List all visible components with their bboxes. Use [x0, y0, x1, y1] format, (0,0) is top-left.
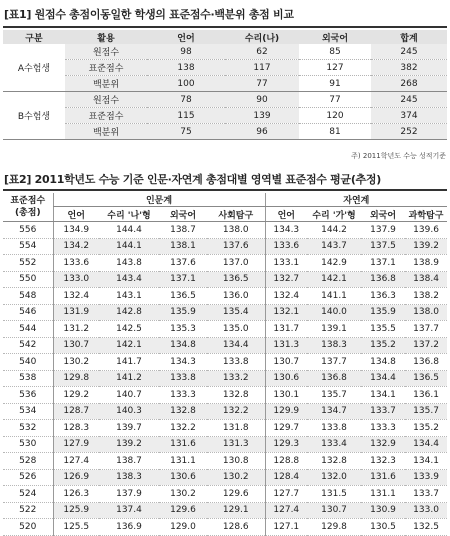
table-cell: 138.7 — [99, 453, 159, 470]
table-cell: 131.9 — [53, 304, 99, 321]
table-cell: 138 — [147, 60, 225, 76]
row-score: 554 — [3, 238, 53, 255]
table-cell: 132.4 — [265, 288, 307, 305]
table-cell: 62 — [225, 44, 299, 60]
table-cell: 245 — [371, 44, 447, 60]
row-score: 540 — [3, 354, 53, 371]
table-cell: 135.9 — [361, 304, 405, 321]
table-cell: 133.6 — [265, 238, 307, 255]
table-cell: 128.4 — [265, 469, 307, 486]
row-score: 538 — [3, 370, 53, 387]
table-cell: 133.2 — [207, 370, 265, 387]
table-cell: 142.1 — [99, 337, 159, 354]
table-cell: 129.1 — [207, 502, 265, 519]
table-cell: 133.7 — [405, 486, 447, 503]
row-score: 536 — [3, 387, 53, 404]
table-cell: 138.3 — [307, 337, 361, 354]
table-cell: 133.1 — [265, 255, 307, 272]
table-cell: 136.8 — [405, 354, 447, 371]
table-cell: 136.9 — [99, 519, 159, 536]
table-cell: 134.7 — [307, 403, 361, 420]
table-cell: 135.2 — [405, 420, 447, 437]
table-cell: 131.3 — [265, 337, 307, 354]
table-cell: 131.2 — [53, 321, 99, 338]
table2-header-row-1 — [3, 193, 447, 207]
table-cell: 137.0 — [207, 255, 265, 272]
table-cell: 245 — [371, 92, 447, 108]
table-cell: 134.8 — [361, 354, 405, 371]
row-kind: 백분위 — [65, 124, 147, 140]
table-cell: 141.2 — [99, 370, 159, 387]
table-cell: 127.4 — [53, 453, 99, 470]
table-cell: 138.0 — [405, 304, 447, 321]
table-cell: 135.3 — [159, 321, 207, 338]
table-cell: 132.2 — [159, 420, 207, 437]
table-cell: 125.5 — [53, 519, 99, 536]
row-score: 532 — [3, 420, 53, 437]
table-cell: 137.7 — [307, 354, 361, 371]
subheader-language: 언어 — [53, 207, 99, 222]
table-cell: 78 — [147, 92, 225, 108]
table-cell: 144.1 — [99, 238, 159, 255]
table-cell: 130.7 — [53, 337, 99, 354]
table-cell: 137.5 — [361, 238, 405, 255]
row-kind: 표준점수 — [65, 108, 147, 124]
table-cell: 134.2 — [53, 238, 99, 255]
row-score: 556 — [3, 222, 53, 239]
table-cell: 136.0 — [207, 288, 265, 305]
table-row — [3, 124, 447, 140]
table-cell: 136.8 — [361, 271, 405, 288]
table-row — [3, 453, 447, 470]
group-header-sciences: 자연계 — [265, 193, 447, 207]
table-cell: 132.8 — [207, 387, 265, 404]
subheader-social: 사회탐구 — [207, 207, 265, 222]
table-row — [3, 469, 447, 486]
row-score: 542 — [3, 337, 53, 354]
table-row — [3, 288, 447, 305]
table-cell: 138.7 — [159, 222, 207, 239]
table1-header-foreign: 외국어 — [321, 33, 349, 44]
table-cell: 137.4 — [99, 502, 159, 519]
table-cell: 133.0 — [405, 502, 447, 519]
table1-title: [표1] 원점수 총점이동일한 학생의 표준점수·백분위 총점 비교 — [4, 8, 294, 21]
row-score: 522 — [3, 502, 53, 519]
table-cell: 139.1 — [307, 321, 361, 338]
row-score: 524 — [3, 486, 53, 503]
table-cell: 137.1 — [361, 255, 405, 272]
table-cell: 81 — [299, 124, 371, 140]
table-row — [3, 502, 447, 519]
table-cell: 117 — [225, 60, 299, 76]
row-score: 550 — [3, 271, 53, 288]
table-row — [3, 238, 447, 255]
table-cell: 125.9 — [53, 502, 99, 519]
table-cell: 126.3 — [53, 486, 99, 503]
row-kind: 표준점수 — [65, 60, 147, 76]
table-cell: 129.9 — [265, 403, 307, 420]
row-score: 534 — [3, 403, 53, 420]
table-row — [3, 354, 447, 371]
table-cell: 133.6 — [53, 255, 99, 272]
table-row — [3, 271, 447, 288]
table-cell: 130.7 — [265, 354, 307, 371]
row-kind: 원점수 — [65, 92, 147, 108]
table-cell: 136.5 — [207, 271, 265, 288]
group-label-a: A수험생 — [3, 44, 65, 92]
table1-top-rule — [3, 26, 447, 28]
table-row — [3, 60, 447, 76]
table-cell: 137.9 — [99, 486, 159, 503]
table-cell: 135.5 — [361, 321, 405, 338]
table-row — [3, 436, 447, 453]
table-cell: 134.3 — [159, 354, 207, 371]
table-cell: 268 — [371, 76, 447, 92]
table-cell: 132.2 — [207, 403, 265, 420]
table-cell: 85 — [299, 44, 371, 60]
table-cell: 129.3 — [265, 436, 307, 453]
table-cell: 96 — [225, 124, 299, 140]
table-cell: 130.2 — [53, 354, 99, 371]
table-cell: 137.1 — [159, 271, 207, 288]
table-cell: 136.8 — [307, 370, 361, 387]
table2 — [3, 193, 447, 536]
table-cell: 131.8 — [207, 420, 265, 437]
table-cell: 135.7 — [307, 387, 361, 404]
table-cell: 77 — [225, 76, 299, 92]
table1-header-usage: 활용 — [97, 33, 115, 44]
table-cell: 130.6 — [159, 469, 207, 486]
table-cell: 133.3 — [159, 387, 207, 404]
table-cell: 131.5 — [307, 486, 361, 503]
table-cell: 127.4 — [265, 502, 307, 519]
table-cell: 141.1 — [307, 288, 361, 305]
row-score: 528 — [3, 453, 53, 470]
table-cell: 131.6 — [361, 469, 405, 486]
table-cell: 90 — [225, 92, 299, 108]
table-cell: 143.1 — [99, 288, 159, 305]
subheader-math-ga: 수리 '가'형 — [307, 207, 361, 222]
table-cell: 133.0 — [53, 271, 99, 288]
table-cell: 140.7 — [99, 387, 159, 404]
table-cell: 138.4 — [405, 271, 447, 288]
table-cell: 131.7 — [265, 321, 307, 338]
table-cell: 139.2 — [405, 238, 447, 255]
table-cell: 133.8 — [307, 420, 361, 437]
table-cell: 130.2 — [159, 486, 207, 503]
row-score: 546 — [3, 304, 53, 321]
table2-row-header-line2: (총점) — [14, 208, 41, 218]
table-cell: 128.6 — [207, 519, 265, 536]
table-cell: 137.7 — [405, 321, 447, 338]
table-cell: 127 — [299, 60, 371, 76]
subheader-foreign: 외국어 — [361, 207, 405, 222]
table-cell: 135.4 — [207, 304, 265, 321]
table-cell: 134.4 — [405, 436, 447, 453]
table-cell: 134.1 — [405, 453, 447, 470]
table-cell: 374 — [371, 108, 447, 124]
row-kind: 백분위 — [65, 76, 147, 92]
table-cell: 252 — [371, 124, 447, 140]
table2-row-header-line1: 표준점수 — [10, 196, 46, 206]
table-cell: 136.5 — [159, 288, 207, 305]
table-cell: 130.9 — [361, 502, 405, 519]
table-cell: 131.1 — [361, 486, 405, 503]
table-cell: 115 — [147, 108, 225, 124]
subheader-language: 언어 — [265, 207, 307, 222]
table-cell: 128.7 — [53, 403, 99, 420]
table-cell: 130.7 — [307, 502, 361, 519]
table-row — [3, 337, 447, 354]
table-cell: 75 — [147, 124, 225, 140]
table-cell: 140.0 — [307, 304, 361, 321]
table-cell: 120 — [299, 108, 371, 124]
table-cell: 136.5 — [405, 370, 447, 387]
table-cell: 143.8 — [99, 255, 159, 272]
table-cell: 142.8 — [99, 304, 159, 321]
table-cell: 133.4 — [307, 436, 361, 453]
table-cell: 134.9 — [53, 222, 99, 239]
table-cell: 143.4 — [99, 271, 159, 288]
row-score: 520 — [3, 519, 53, 536]
table-cell: 139.2 — [99, 436, 159, 453]
table2-top-rule — [3, 189, 447, 191]
table-cell: 77 — [299, 92, 371, 108]
table-cell: 130.2 — [207, 469, 265, 486]
table-cell: 142.9 — [307, 255, 361, 272]
table-cell: 143.7 — [307, 238, 361, 255]
table-cell: 129.0 — [159, 519, 207, 536]
table-cell: 136.1 — [405, 387, 447, 404]
table-cell: 129.8 — [307, 519, 361, 536]
table-cell: 132.8 — [159, 403, 207, 420]
table1-source-note: 주) 2011학년도 수능 성적기준 — [351, 152, 446, 160]
table-cell: 138.9 — [405, 255, 447, 272]
table-row — [3, 403, 447, 420]
table-cell: 133.8 — [207, 354, 265, 371]
table-row — [3, 108, 447, 124]
table-cell: 138.3 — [99, 469, 159, 486]
table-cell: 133.3 — [361, 420, 405, 437]
table-cell: 137.6 — [207, 238, 265, 255]
table-cell: 134.8 — [159, 337, 207, 354]
table2-header-row-2 — [3, 207, 447, 222]
table-cell: 128.3 — [53, 420, 99, 437]
table-cell: 137.2 — [405, 337, 447, 354]
table-cell: 139 — [225, 108, 299, 124]
row-score: 548 — [3, 288, 53, 305]
table-row — [3, 44, 447, 60]
table-cell: 382 — [371, 60, 447, 76]
table-cell: 138.0 — [207, 222, 265, 239]
table-cell: 135.7 — [405, 403, 447, 420]
table-cell: 132.1 — [265, 304, 307, 321]
subheader-foreign: 외국어 — [159, 207, 207, 222]
table-cell: 134.3 — [265, 222, 307, 239]
table-cell: 130.8 — [207, 453, 265, 470]
table-row — [3, 76, 447, 92]
table-cell: 132.3 — [361, 453, 405, 470]
table-cell: 132.4 — [53, 288, 99, 305]
table-cell: 129.7 — [265, 420, 307, 437]
table-cell: 133.9 — [405, 469, 447, 486]
table-cell: 138.1 — [159, 238, 207, 255]
table-cell: 132.7 — [265, 271, 307, 288]
table-cell: 129.8 — [53, 370, 99, 387]
table-row — [3, 370, 447, 387]
table-row — [3, 255, 447, 272]
table1-header-row — [3, 30, 447, 44]
table-row — [3, 304, 447, 321]
table-cell: 141.7 — [99, 354, 159, 371]
row-score: 526 — [3, 469, 53, 486]
table-row — [3, 486, 447, 503]
table-cell: 130.5 — [361, 519, 405, 536]
table-cell: 127.7 — [265, 486, 307, 503]
table1-header-language: 언어 — [177, 33, 195, 44]
table-cell: 139.7 — [99, 420, 159, 437]
table2-title: [표2] 2011학년도 수능 기준 인문·자연계 총점대별 영역별 표준점수 평균(추정) — [4, 173, 381, 186]
table-cell: 132.9 — [361, 436, 405, 453]
table-cell: 98 — [147, 44, 225, 60]
table-cell: 144.4 — [99, 222, 159, 239]
row-kind: 원점수 — [65, 44, 147, 60]
table-cell: 134.4 — [361, 370, 405, 387]
table-row — [3, 387, 447, 404]
table-cell: 129.6 — [207, 486, 265, 503]
table-cell: 129.6 — [159, 502, 207, 519]
group-label-b: B수험생 — [3, 92, 65, 140]
table-cell: 134.1 — [361, 387, 405, 404]
table-cell: 132.8 — [307, 453, 361, 470]
table1 — [3, 30, 447, 140]
table-cell: 138.2 — [405, 288, 447, 305]
row-score: 530 — [3, 436, 53, 453]
table-cell: 144.2 — [307, 222, 361, 239]
subheader-science: 과학탐구 — [405, 207, 447, 222]
table-cell: 142.1 — [307, 271, 361, 288]
table-cell: 133.8 — [159, 370, 207, 387]
table-cell: 91 — [299, 76, 371, 92]
table-row — [3, 321, 447, 338]
table-cell: 127.9 — [53, 436, 99, 453]
table-cell: 130.1 — [265, 387, 307, 404]
table-cell: 133.7 — [361, 403, 405, 420]
table-row — [3, 420, 447, 437]
table-cell: 130.6 — [265, 370, 307, 387]
subheader-math-na: 수리 '나'형 — [99, 207, 159, 222]
table-cell: 137.9 — [361, 222, 405, 239]
table-cell: 142.5 — [99, 321, 159, 338]
table-cell: 135.9 — [159, 304, 207, 321]
table-cell: 131.3 — [207, 436, 265, 453]
table-cell: 100 — [147, 76, 225, 92]
table-cell: 131.6 — [159, 436, 207, 453]
table-cell: 132.0 — [307, 469, 361, 486]
table-cell: 136.3 — [361, 288, 405, 305]
table-cell: 137.6 — [159, 255, 207, 272]
table1-header-total: 합계 — [400, 33, 418, 44]
table-cell: 135.0 — [207, 321, 265, 338]
table-cell: 139.6 — [405, 222, 447, 239]
table-cell: 126.9 — [53, 469, 99, 486]
group-header-humanities: 인문계 — [53, 193, 265, 207]
table-cell: 129.2 — [53, 387, 99, 404]
table-cell: 132.5 — [405, 519, 447, 536]
table2-row-header — [3, 193, 53, 222]
row-score: 552 — [3, 255, 53, 272]
table-cell: 140.3 — [99, 403, 159, 420]
table1-header-category: 구분 — [25, 33, 43, 44]
table1-header-math: 수리(나) — [244, 33, 280, 44]
table-cell: 128.8 — [265, 453, 307, 470]
table-cell: 135.2 — [361, 337, 405, 354]
table-row — [3, 222, 447, 239]
table-cell: 131.1 — [159, 453, 207, 470]
row-score: 544 — [3, 321, 53, 338]
table-row — [3, 92, 447, 108]
table-cell: 134.4 — [207, 337, 265, 354]
table-cell: 127.1 — [265, 519, 307, 536]
